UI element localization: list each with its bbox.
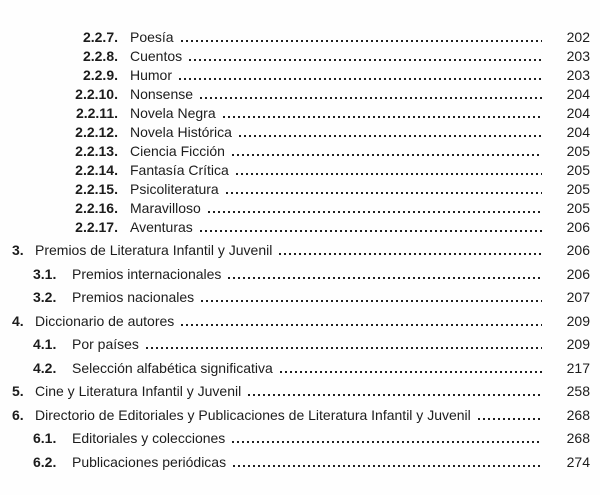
toc-entry-number: 5. [12, 383, 24, 399]
dot-leader [236, 173, 542, 175]
dot-leader [179, 78, 542, 80]
toc-entry-page: 268 [566, 430, 590, 446]
dot-leader [279, 253, 542, 255]
toc-entry [0, 143, 590, 162]
dot-leader [200, 230, 542, 232]
toc-entry-page: 207 [566, 289, 590, 305]
toc-entry-title: Cuentos [130, 48, 183, 64]
toc-entry-page: 206 [566, 242, 590, 258]
toc-entry [0, 289, 590, 313]
toc-entry [0, 242, 590, 266]
toc-entry-number: 6. [12, 406, 24, 423]
toc-entry [0, 383, 590, 407]
toc-entry [0, 407, 590, 431]
toc-entry [0, 67, 590, 86]
toc-entry-number: 2.2.8. [82, 48, 118, 64]
toc-entry-number: 2.2.10. [75, 86, 118, 102]
toc-entry-page: 274 [566, 453, 590, 470]
toc-entry-page: 203 [566, 67, 590, 83]
toc-entry [0, 181, 590, 200]
dot-leader [232, 154, 542, 156]
toc-entry-title: Por países [72, 336, 139, 352]
toc-entry-number: 3.2. [33, 289, 57, 305]
toc-entry-title: Diccionario de autores [35, 312, 175, 329]
toc-entry-page: 205 [566, 143, 590, 159]
toc-entry-title: Directorio de Editoriales y Publicaciones de Literatura Infantil y Juvenil [35, 406, 471, 423]
toc-entry-page: 204 [566, 105, 590, 121]
toc-entry-number: 3.1. [33, 265, 57, 282]
dot-leader [478, 418, 542, 420]
toc-entry-page: 204 [566, 124, 590, 140]
toc-entry-title: Publicaciones periódicas [72, 453, 227, 470]
toc-entry-title: Cine y Literatura Infantil y Juvenil [35, 383, 242, 399]
toc-entry-title: Premios internacionales [72, 265, 222, 282]
toc-entry-title: Psicoliteratura [130, 181, 219, 197]
toc-entry [0, 313, 590, 337]
dot-leader [181, 40, 542, 42]
dot-leader [189, 59, 542, 61]
toc-entry [0, 454, 590, 478]
toc-entry-page: 205 [566, 162, 590, 178]
toc-entry-title: Novela Histórica [130, 124, 232, 140]
dot-leader [232, 441, 542, 443]
toc-entry-title: Premios nacionales [72, 289, 195, 305]
dot-leader [146, 347, 542, 349]
toc-entry-page: 209 [566, 336, 590, 352]
toc-entry [0, 430, 590, 454]
toc-entry [0, 219, 590, 238]
toc-entry-page: 203 [566, 48, 590, 64]
toc-entry-number: 2.2.9. [82, 67, 118, 83]
toc-entry-number: 4.2. [33, 359, 57, 376]
toc-entry-title: Ciencia Ficción [130, 143, 225, 159]
toc-entry-number: 2.2.14. [75, 162, 118, 178]
toc-entry-page: 202 [566, 29, 590, 45]
toc-entry-number: 4. [12, 312, 24, 329]
toc-entry-title: Aventuras [130, 219, 193, 235]
toc-entry-title: Fantasía Crítica [130, 162, 229, 178]
toc-entry [0, 266, 590, 290]
toc-entry [0, 86, 590, 105]
toc-entry-title: Premios de Literatura Infantil y Juvenil [35, 242, 273, 258]
toc-entry-page: 217 [566, 359, 590, 376]
dot-leader [239, 135, 542, 137]
toc-entry-number: 6.1. [33, 430, 57, 446]
toc-entry-page: 206 [566, 265, 590, 282]
toc-entry-page: 205 [566, 181, 590, 197]
toc-entry-number: 2.2.16. [75, 200, 118, 216]
dot-leader [181, 324, 542, 326]
toc-entry [0, 105, 590, 124]
dot-leader [200, 97, 542, 99]
toc-entry-page: 258 [566, 383, 590, 399]
toc-entry-title: Editoriales y colecciones [72, 430, 226, 446]
dot-leader [280, 371, 542, 373]
toc-entry-number: 2.2.11. [75, 105, 118, 121]
toc-entry-page: 205 [566, 200, 590, 216]
toc-entry-number: 2.2.17. [75, 219, 118, 235]
toc-entry-title: Humor [130, 67, 173, 83]
toc-entry-number: 2.2.15. [75, 181, 118, 197]
toc-entry [0, 200, 590, 219]
toc-entry-page: 204 [566, 86, 590, 102]
toc-entry-number: 6.2. [33, 453, 57, 470]
toc-entry-title: Novela Negra [130, 105, 216, 121]
toc-entry-title: Nonsense [130, 86, 194, 102]
dot-leader [208, 211, 542, 213]
toc-entry-page: 268 [566, 406, 590, 423]
toc-entry-title: Selección alfabética significativa [72, 359, 273, 376]
toc-entry-number: 2.2.12. [75, 124, 118, 140]
toc-entry-title: Maravilloso [130, 200, 201, 216]
toc-entry [0, 29, 590, 48]
dot-leader [228, 277, 542, 279]
toc-entry [0, 162, 590, 181]
dot-leader [233, 465, 542, 467]
dot-leader [226, 192, 542, 194]
dot-leader [201, 300, 542, 302]
toc-entry [0, 360, 590, 384]
dot-leader [248, 394, 542, 396]
toc-list [0, 29, 590, 477]
toc-entry [0, 124, 590, 143]
toc-entry [0, 336, 590, 360]
toc-entry-number: 3. [12, 242, 24, 258]
toc-entry-page: 209 [566, 312, 590, 329]
toc-entry-title: Poesía [130, 29, 174, 45]
toc-entry-number: 2.2.7. [82, 29, 118, 45]
toc-entry-page: 206 [566, 219, 590, 235]
toc-entry [0, 48, 590, 67]
toc-entry-number: 4.1. [33, 336, 57, 352]
toc-entry-number: 2.2.13. [75, 143, 118, 159]
dot-leader [223, 116, 542, 118]
